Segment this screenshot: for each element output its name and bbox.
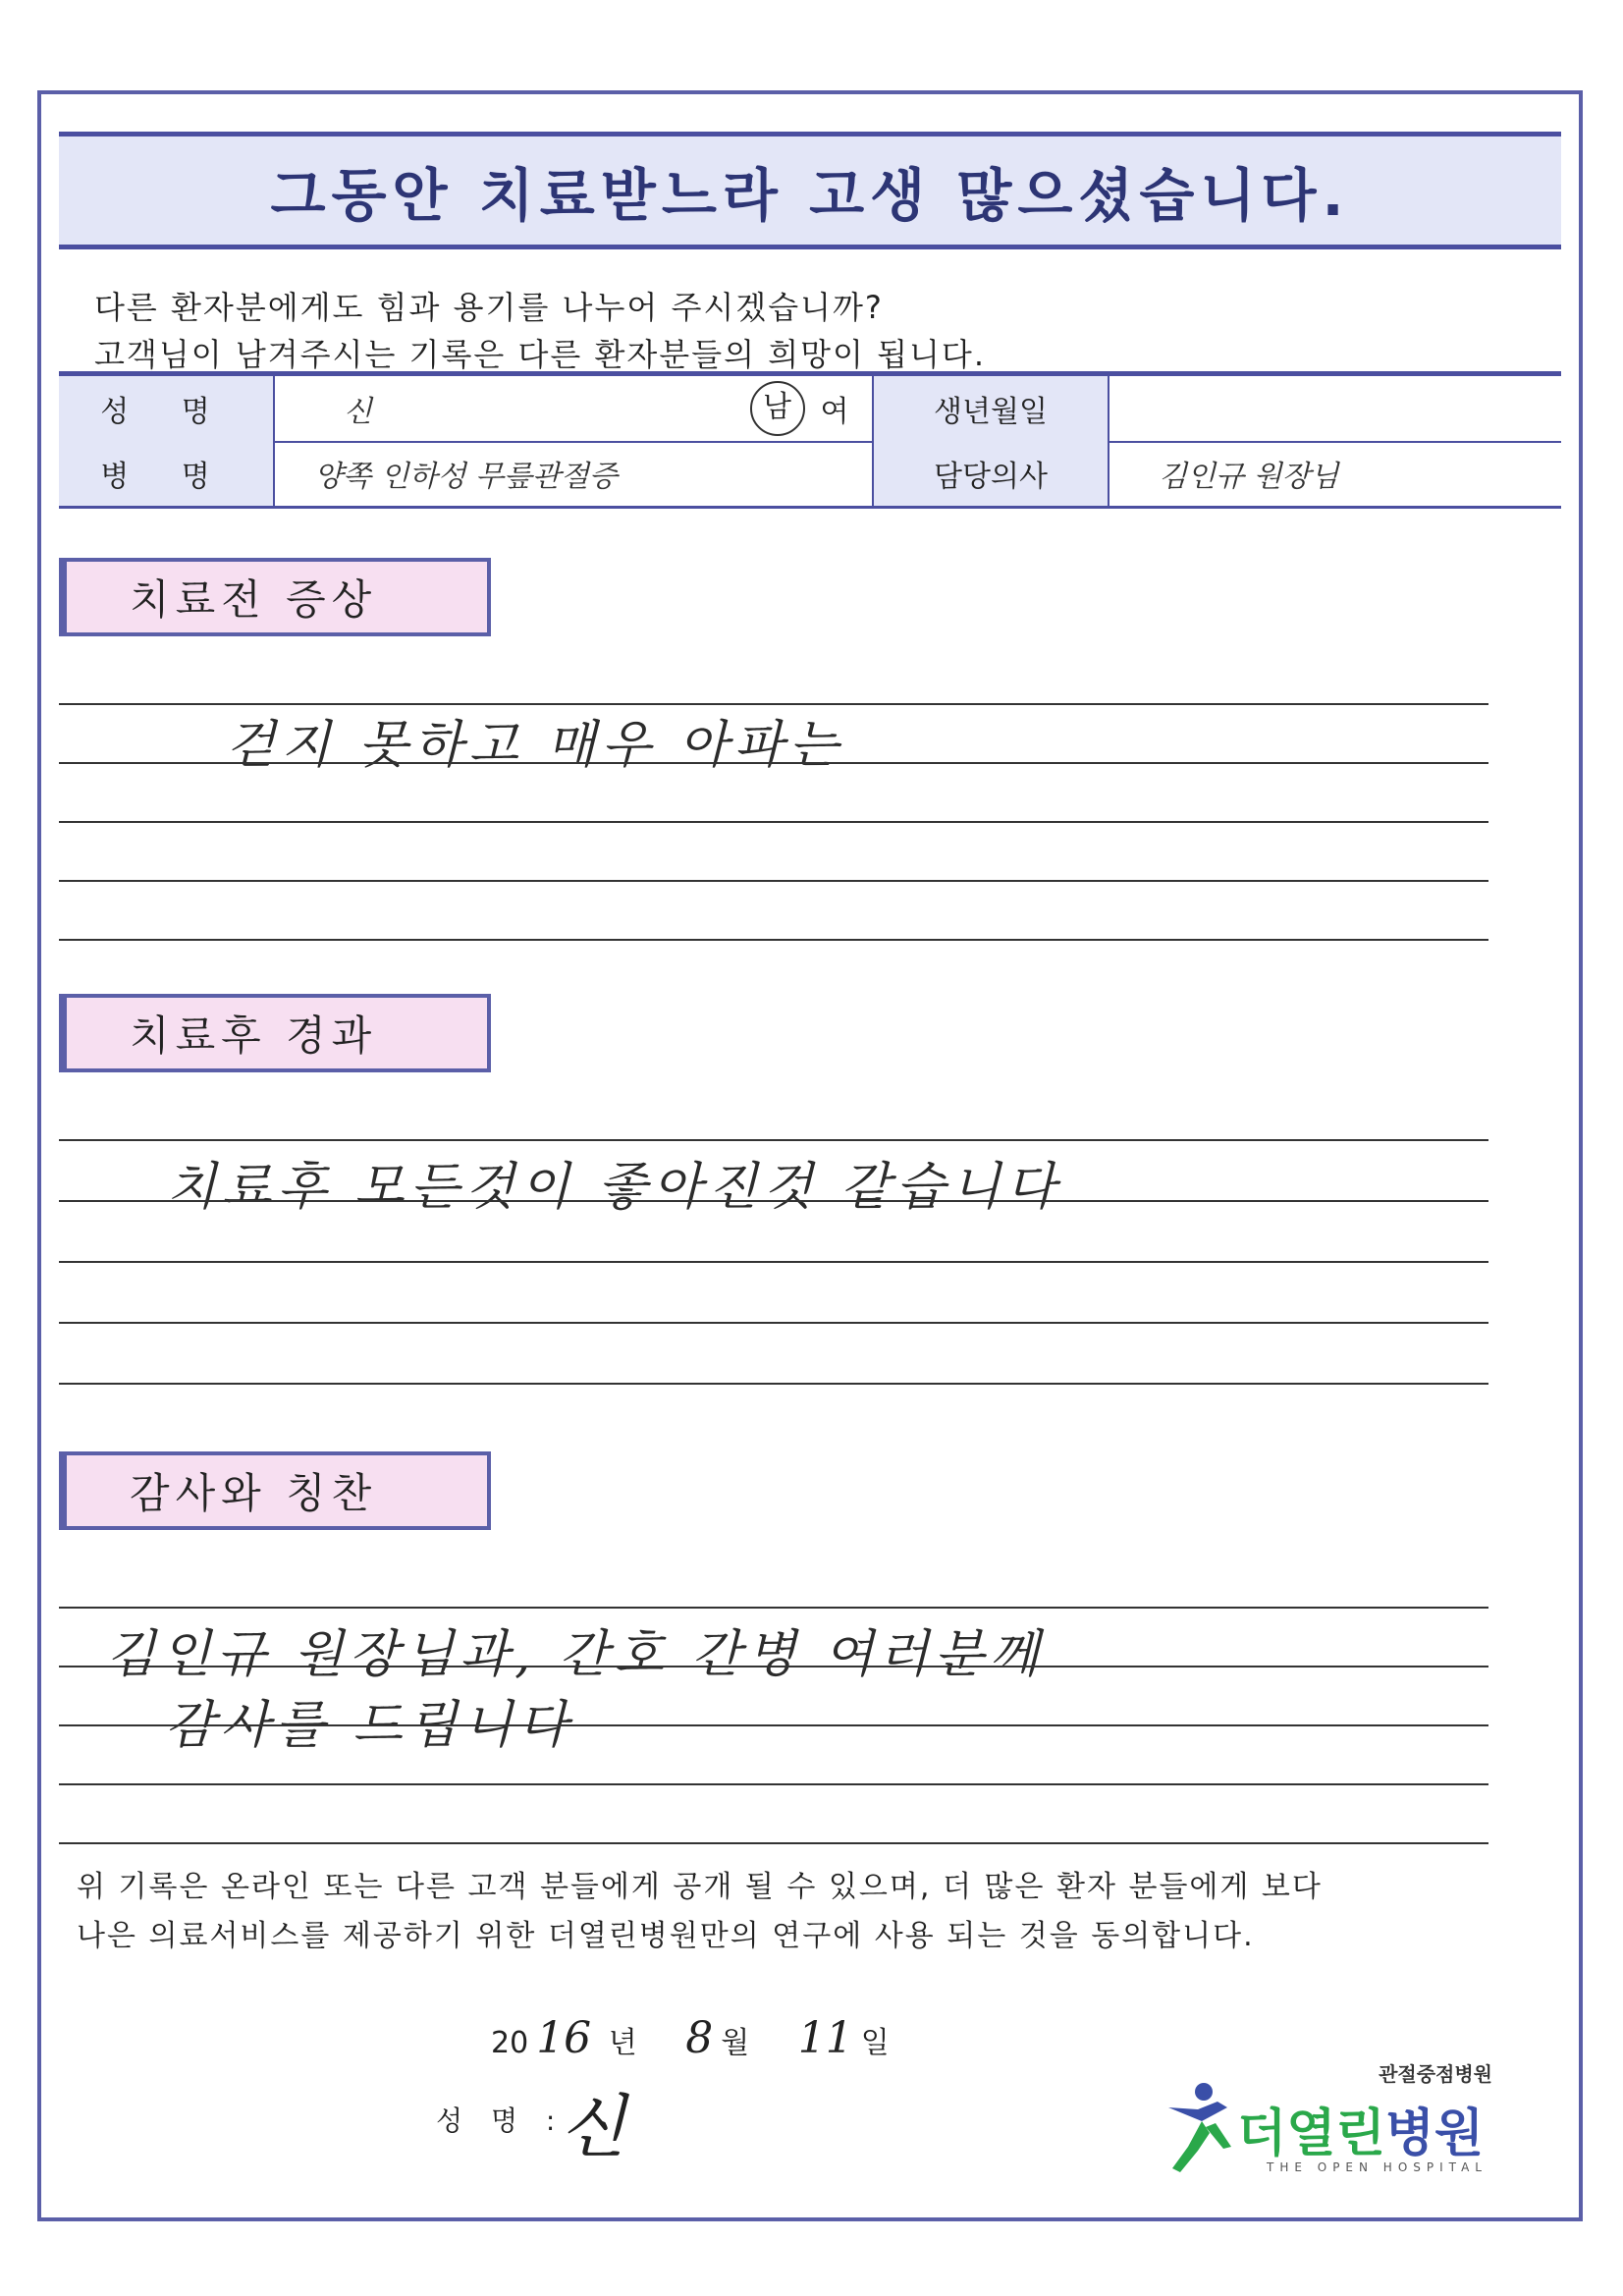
rule-line [59,880,1488,882]
info-row-name [59,376,1561,443]
rule-line [59,1200,1488,1202]
date-prefix: 20 [491,2026,529,2060]
sex-male: 남 [750,381,805,436]
after-text-line-1: 치료후 모든것이 좋아진것 같습니다 [167,1158,1062,1217]
date-year-label: 년 [608,2026,637,2060]
before-text-line-1: 걷지 못하고 매우 아파는 [226,716,844,775]
date-day-label: 일 [860,2026,890,2060]
section-before-label: 치료전 증상 [59,558,491,636]
thanks-text-line-1: 김인규 원장님과, 간호 간병 여러분께 [106,1625,1046,1684]
rule-line [59,703,1488,705]
runner-icon [1159,2078,1235,2176]
rule-line [59,939,1488,941]
rule-line [59,1322,1488,1324]
date-month-label: 월 [721,2026,750,2060]
name-label: 성 명 [59,376,275,441]
rule-line [59,1783,1488,1785]
patient-info-table [59,371,1561,509]
sex-female: 여 [820,395,849,429]
doctor-value: 김인규 원장님 [1159,460,1339,494]
intro-line-2: 고객님이 남겨주시는 기록은 다른 환자분들의 희망이 됩니다. [94,336,987,373]
rule-line [59,1842,1488,1844]
logo-subtitle: 관절중점병원 [1379,2062,1492,2086]
rule-line [59,1666,1488,1667]
consent-line-1: 위 기록은 온라인 또는 다른 고객 분들에게 공개 될 수 있으며, 더 많은 환자 분들에게 보다 [77,1870,1323,1904]
disease-value: 양쪽 인하성 무릎관절증 [275,441,874,506]
date-month: 8 [685,2013,714,2063]
info-row-disease [59,441,1561,506]
disease-label: 병 명 [59,441,275,506]
thanks-text-line-2: 감사를 드립니다 [165,1696,574,1755]
date-year: 16 [536,2013,592,2063]
sex-field [727,376,874,441]
rule-line [59,762,1488,764]
date-line [491,2013,890,2063]
logo-name [1237,2092,1484,2165]
rule-line [59,1724,1488,1726]
intro-line-1: 다른 환자분에게도 힘과 용기를 나누어 주시겠습니까? [94,289,884,326]
name-value: 신 [344,395,372,429]
logo-english: THE OPEN HOSPITAL [1267,2160,1488,2174]
birth-value [1109,376,1561,441]
rule-line [59,1383,1488,1385]
signature-label: 성 명 : [436,2105,566,2137]
birth-label: 생년월일 [874,376,1109,441]
title-banner [59,132,1561,249]
date-day: 11 [797,2013,853,2063]
hospital-logo [1159,2058,1492,2176]
section-thanks-label: 감사와 칭찬 [59,1451,491,1530]
logo-name-part2: 병원 [1384,2105,1485,2163]
rule-line [59,1607,1488,1609]
logo-name-part1: 더열린 [1237,2105,1385,2163]
consent-line-2: 나은 의료서비스를 제공하기 위한 더열린병원만의 연구에 사용 되는 것을 동의합니다. [77,1919,1255,1953]
section-after-label: 치료후 경과 [59,994,491,1072]
signature-value: 신 [560,2087,626,2167]
rule-line [59,821,1488,823]
rule-line [59,1139,1488,1141]
page-title: 그동안 치료받느라 고생 많으셨습니다. [270,162,1350,229]
rule-line [59,1261,1488,1263]
doctor-label: 담당의사 [874,441,1109,506]
